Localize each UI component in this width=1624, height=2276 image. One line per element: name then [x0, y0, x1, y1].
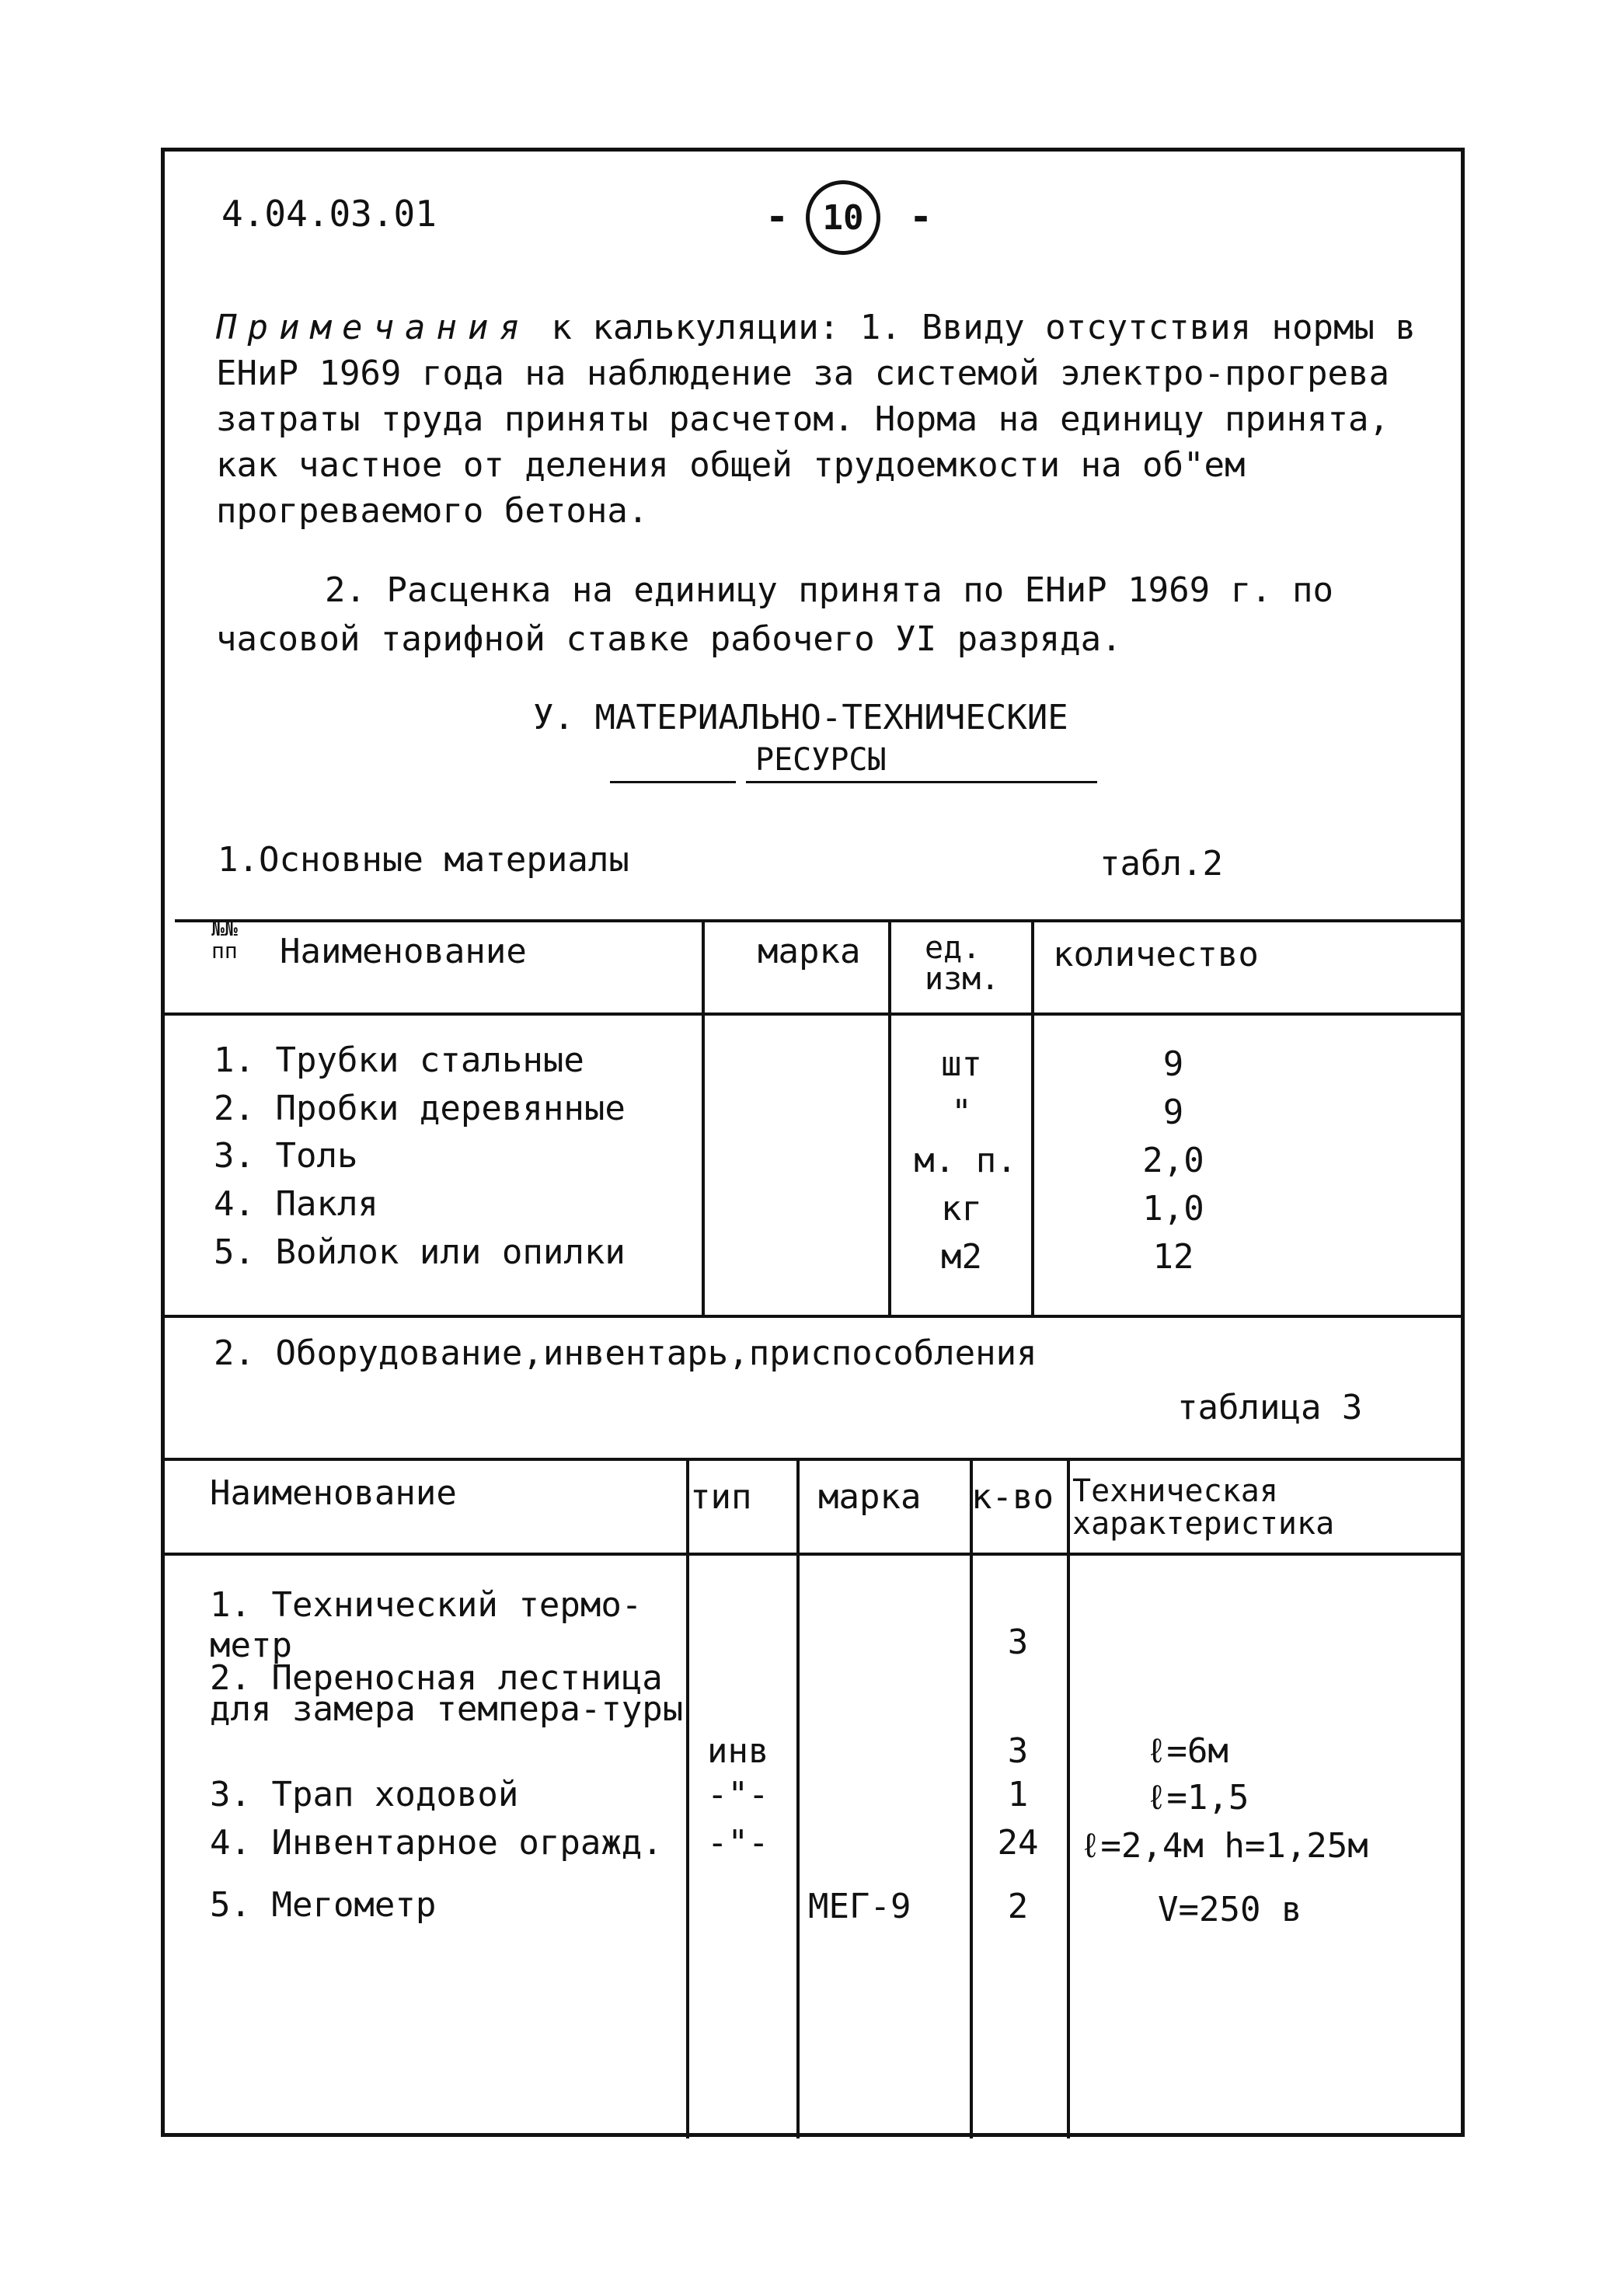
table2-header-name: Наименование [280, 932, 527, 971]
table3-row-name: 1. Технический термо-метр [210, 1585, 643, 1665]
page-number: 10 [806, 180, 880, 255]
table2-row-name: 2. Пробки деревянные [214, 1089, 626, 1128]
table2-header-rule [165, 1013, 1465, 1016]
table3-col-divider-2 [796, 1458, 800, 2138]
table3-row-spec: V=250 в [1158, 1890, 1302, 1929]
section-subtitle: РЕСУРСЫ [755, 742, 887, 778]
page-dash-left: - [765, 194, 789, 239]
table2-row-qty: 9 [1162, 1093, 1184, 1132]
table3-row-type: -"- [707, 1775, 769, 1814]
table2-col-divider-3 [1031, 919, 1034, 1316]
table2-row-qty: 2,0 [1142, 1141, 1204, 1180]
subtitle-underline-right [746, 781, 1097, 783]
table3-header-count: к-во [971, 1477, 1054, 1517]
table3-row-spec: ℓ=6м [1146, 1731, 1228, 1771]
table2-row-unit: м. п. [914, 1141, 1017, 1180]
table2-row-unit: м2 [941, 1237, 982, 1277]
table3-row-type: -"- [707, 1823, 769, 1863]
table3-row-mark: МЕГ-9 [808, 1887, 911, 1926]
notes-text-2: 2. Расценка на единицу принята по ЕНиР 1969 г. по часовой тарифной ставке рабочего УI разряда. [216, 570, 1334, 659]
table3-row-count: 1 [1007, 1775, 1029, 1814]
table3-col-divider-4 [1067, 1458, 1070, 2138]
table2-top-rule [175, 919, 1465, 922]
table3-header-type: тип [690, 1477, 752, 1517]
table2-row-qty: 1,0 [1142, 1189, 1204, 1229]
notes-text-1: к калькуляции: 1. Ввиду отсутствия нормы в ЕНиР 1969 года на наблюдение за системой электро-прогрева затраты труда приняты расчетом. Норма на единицу принята, как частное от деления общей трудоемкости на об"ем прогреваемого бетона. [216, 308, 1416, 531]
table3-col-divider-3 [970, 1458, 973, 2138]
notes-paragraph-1 [216, 305, 1451, 534]
table2-row-unit: кг [941, 1189, 982, 1229]
table3-row-spec: ℓ=1,5 [1146, 1778, 1249, 1818]
table2-row-name: 1. Трубки стальные [214, 1040, 584, 1080]
table3-col-divider-1 [686, 1458, 689, 2138]
table2-header-num: №№ пп [211, 915, 238, 964]
table2-label: табл.2 [1100, 844, 1223, 884]
table3-row-count: 2 [1007, 1887, 1029, 1926]
table2-header-qty: количество [1053, 935, 1259, 974]
page-dash-right: - [909, 194, 933, 239]
table3-row-spec: ℓ=2,4м h=1,25м [1080, 1826, 1368, 1866]
table3-row-name: 3. Трап ходовой [210, 1775, 519, 1814]
table2-row-name: 3. Толь [214, 1136, 358, 1176]
notes-label: Примечания [216, 308, 531, 347]
table3-row-count: 3 [1007, 1731, 1029, 1771]
table2-header-unit: ед. изм. [925, 930, 1000, 997]
table3-header-rule [165, 1553, 1465, 1556]
table3-row-name: 2. Переносная лестница для замера темпера-туры [210, 1658, 684, 1729]
table2-row-name: 4. Пакля [214, 1184, 378, 1224]
table3-label: таблица 3 [1177, 1388, 1363, 1427]
table2-row-qty: 12 [1152, 1237, 1194, 1277]
table3-row-name: 4. Инвентарное огражд. [210, 1823, 663, 1863]
table2-row-unit: шт [941, 1044, 982, 1084]
table2-bottom-rule [165, 1315, 1465, 1318]
table3-header-name: Наименование [210, 1473, 457, 1513]
table2-row-qty: 9 [1162, 1044, 1184, 1084]
table3-row-type: инв [707, 1731, 769, 1771]
table2-row-unit: " [951, 1093, 972, 1132]
section-title: У. МАТЕРИАЛЬНО-ТЕХНИЧЕСКИЕ [533, 698, 1068, 737]
table2-col-divider-1 [702, 919, 705, 1316]
table3-header-mark: марка [818, 1477, 922, 1517]
table2-caption: 1.Основные материалы [218, 840, 629, 880]
table3-row-name: 5. Мегометр [210, 1885, 437, 1925]
table3-caption: 2. Оборудование,инвентарь,приспособления [214, 1333, 1037, 1373]
table2-row-name: 5. Войлок или опилки [214, 1232, 626, 1272]
table3-header-spec: Техническая характеристика [1072, 1473, 1335, 1542]
table2-header-mark: марка [758, 932, 861, 971]
subtitle-underline-left [610, 781, 736, 783]
table3-top-rule [165, 1458, 1465, 1461]
table3-row-count: 24 [997, 1823, 1039, 1863]
table2-col-divider-2 [888, 919, 891, 1316]
document-code: 4.04.03.01 [221, 193, 437, 235]
notes-paragraph-2 [216, 566, 1451, 664]
table3-row-count: 3 [1007, 1622, 1029, 1662]
